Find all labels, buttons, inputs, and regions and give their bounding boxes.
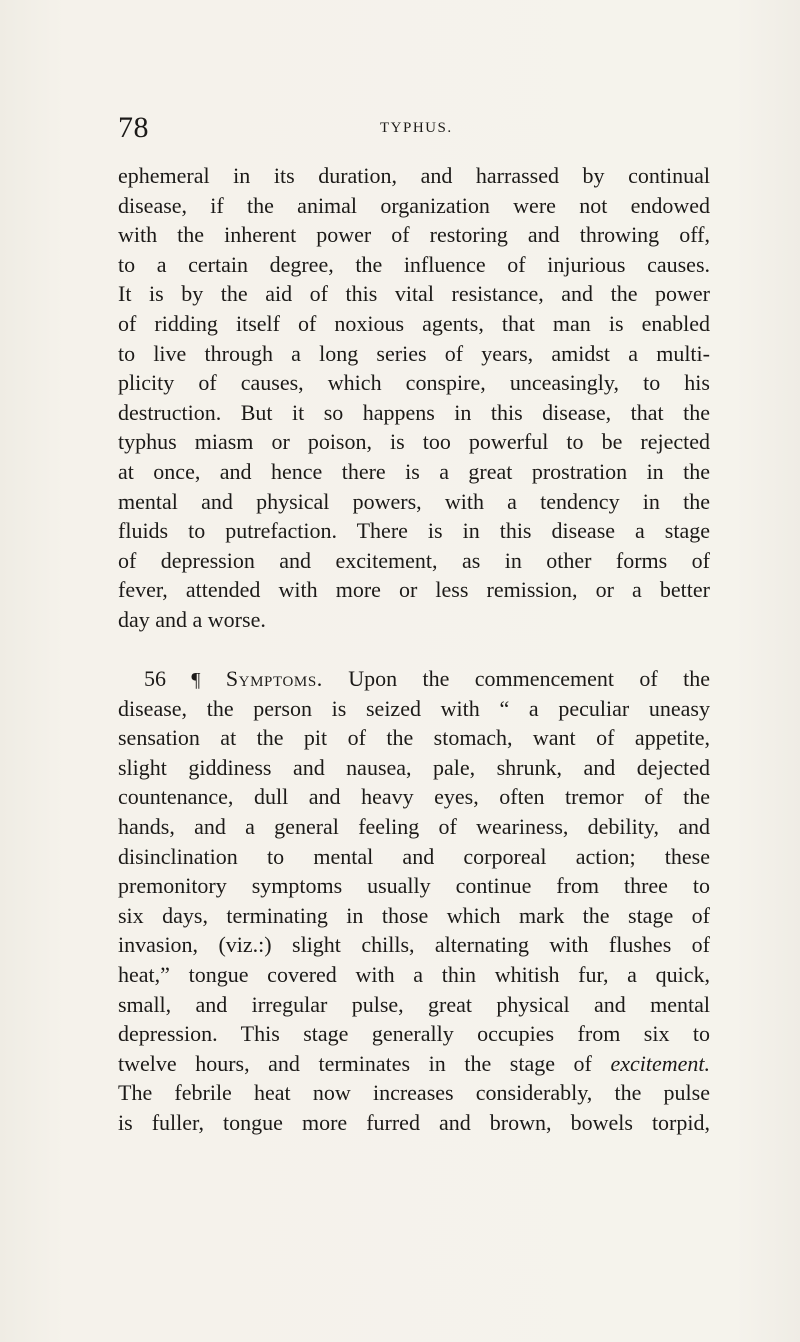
text-line xyxy=(118,1049,710,1079)
text-line: with the inherent power of restoring and throwing off, xyxy=(118,222,710,248)
text-line: to a certain degree, the influence of injurious causes. xyxy=(118,251,710,277)
paragraph-gap xyxy=(118,635,710,665)
running-head: TYPHUS. xyxy=(380,120,453,136)
text-line: premonitory symptoms usually continue from three to xyxy=(118,873,710,899)
text-line: countenance, dull and heavy eyes, often tremor of the xyxy=(118,784,710,810)
text-line: day and a worse. xyxy=(118,606,266,632)
text-line: plicity of causes, which conspire, unceasingly, to his xyxy=(118,370,710,396)
text-line: destruction. But it so happens in this disease, that the xyxy=(118,399,710,425)
text-line: of depression and excitement, as in other forms of xyxy=(118,547,710,573)
text-line: heat,” tongue covered with a thin whitish fur, a quick, xyxy=(118,962,710,988)
text-fragment: twelve hours, and terminates in the stage of xyxy=(118,1050,592,1076)
text-line: of ridding itself of noxious agents, that man is enabled xyxy=(118,310,710,336)
page-header xyxy=(118,108,718,148)
text-line: fluids to putrefaction. There is in this disease a stage xyxy=(118,518,710,544)
text-line: invasion, (viz.:) slight chills, alternating with flushes of xyxy=(118,932,710,958)
text-line: slight giddiness and nausea, pale, shrunk, and dejected xyxy=(118,754,710,780)
text-line: The febrile heat now increases considerably, the pulse xyxy=(118,1080,710,1106)
text-line: is fuller, tongue more furred and brown, bowels torpid, xyxy=(118,1110,710,1135)
text-line: small, and irregular pulse, great physical and mental xyxy=(118,991,710,1017)
text-line: depression. This stage generally occupies from six to xyxy=(118,1021,710,1047)
text-fragment: Upon the commencement of the xyxy=(348,666,710,692)
text-line: at once, and hence there is a great prostration in the xyxy=(118,458,710,484)
text-line: hands, and a general feeling of weariness, debility, and xyxy=(118,814,710,840)
text-line: ephemeral in its duration, and harrassed by continual xyxy=(118,163,710,188)
text-line: disease, the person is seized with “ a peculiar uneasy xyxy=(118,695,710,721)
text-line: sensation at the pit of the stomach, want of appetite, xyxy=(118,725,710,751)
section-number: 56 xyxy=(144,666,166,692)
section-heading-line xyxy=(118,664,710,694)
text-line: fever, attended with more or less remission, or a better xyxy=(118,577,710,603)
text-line: mental and physical powers, with a tendency in the xyxy=(118,488,710,514)
text-line: disinclination to mental and corporeal action; these xyxy=(118,843,710,869)
text-line: typhus miasm or poison, is too powerful to be rejected xyxy=(118,429,710,455)
section-title: Symptoms. xyxy=(225,666,323,692)
text-line: It is by the aid of this vital resistance, and the power xyxy=(118,281,710,307)
paragraph-mark: ¶ xyxy=(191,669,201,692)
text-line: six days, terminating in those which mark the stage of xyxy=(118,902,710,928)
paragraph xyxy=(118,161,710,635)
emphasized-term: excitement. xyxy=(610,1050,710,1076)
body-text xyxy=(118,161,710,1138)
text-line: disease, if the animal organization were not endowed xyxy=(118,192,710,218)
text-line: to live through a long series of years, amidst a multi- xyxy=(118,340,710,366)
page-number: 78 xyxy=(118,111,149,144)
paragraph xyxy=(118,664,710,1138)
